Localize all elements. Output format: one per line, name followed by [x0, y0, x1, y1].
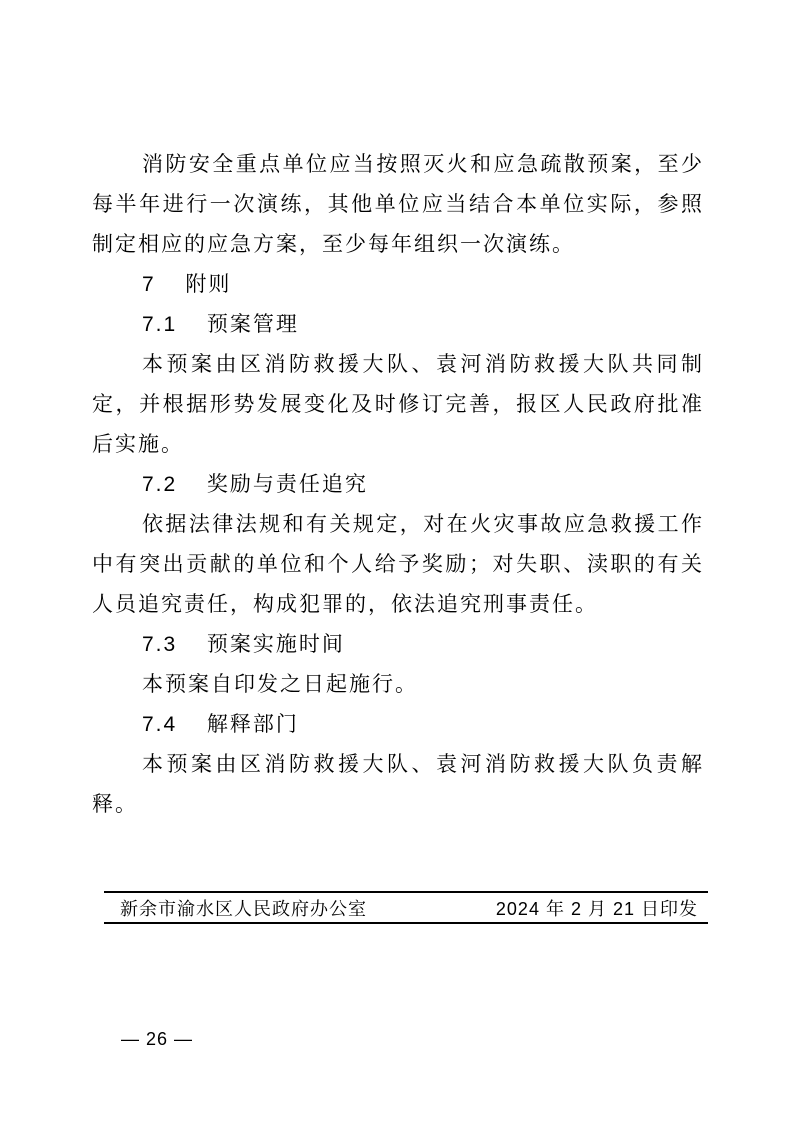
para-implementation-time: 本预案自印发之日起施行。 [142, 673, 418, 696]
heading-7-4-interpretation-department: 7.4 解释部门 [142, 713, 299, 736]
colophon [104, 891, 708, 924]
heading-7-2-rewards-accountability: 7.2 奖励与责任追究 [142, 473, 368, 496]
colophon-issuer: 新余市渝水区人民政府办公室 [120, 898, 367, 919]
para-rewards-accountability: 依据法律法规和有关规定，对在火灾事故应急救援工作中有突出贡献的单位和个人给予奖励；对失职、渎职的有关人员追究责任，构成犯罪的，依法追究刑事责任。 [92, 513, 704, 616]
heading-7-3-implementation-time: 7.3 预案实施时间 [142, 633, 345, 656]
page-number: — 26 — [121, 1029, 194, 1049]
para-plan-management: 本预案由区消防救援大队、袁河消防救援大队共同制定，并根据形势发展变化及时修订完善，报区人民政府批准后实施。 [92, 353, 704, 456]
document-body [92, 145, 704, 825]
heading-7-1-plan-management: 7.1 预案管理 [142, 313, 299, 336]
heading-7-supplementary-provisions: 7 附则 [142, 273, 232, 296]
colophon-print-date: 2024 年 2 月 21 日印发 [495, 898, 698, 919]
para-interpretation-department: 本预案由区消防救援大队、袁河消防救援大队负责解释。 [92, 753, 704, 816]
para-drill-requirement: 消防安全重点单位应当按照灭火和应急疏散预案，至少每半年进行一次演练，其他单位应当结合本单位实际，参照制定相应的应急方案，至少每年组织一次演练。 [92, 153, 704, 256]
